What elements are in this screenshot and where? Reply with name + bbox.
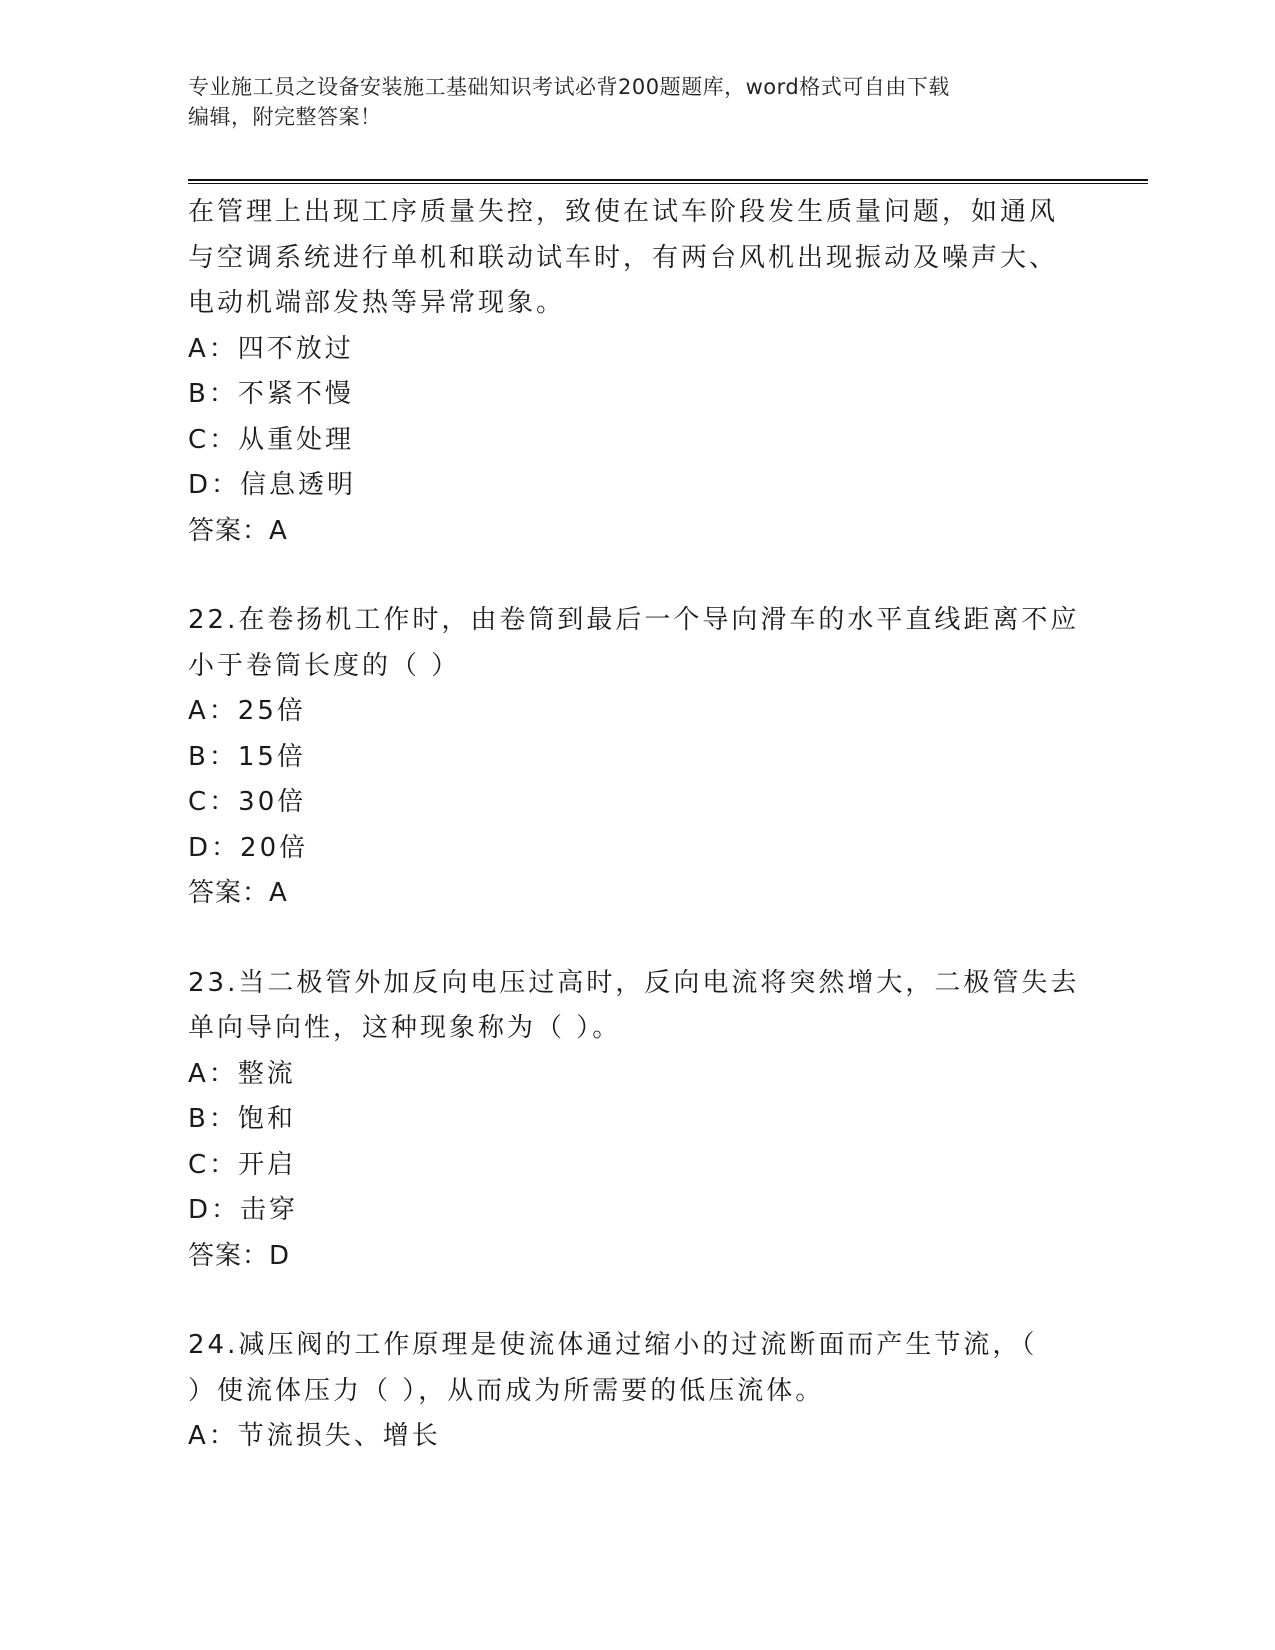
option-d: D：击穿 <box>188 1195 299 1225</box>
question-stem-line: 在管理上出现工序质量失控，致使在试车阶段发生质量问题，如通风 <box>188 197 1059 227</box>
option-b: B：15倍 <box>188 741 306 772</box>
question-22 <box>188 598 1088 917</box>
option-c: C：从重处理 <box>188 424 355 455</box>
option-d: D：20倍 <box>188 832 309 863</box>
question-spacer <box>188 554 1088 598</box>
question-stem-line: 单向导向性，这种现象称为（ ）。 <box>188 1013 622 1043</box>
question-stem-line: 电动机端部发热等异常现象。 <box>188 288 566 318</box>
question-stem-line: 与空调系统进行单机和联动试车时，有两台风机出现振动及噪声大、 <box>188 242 1059 273</box>
question-spacer <box>188 1279 1088 1323</box>
option-a: A：节流损失、增长 <box>188 1421 441 1451</box>
document-header <box>188 72 1068 132</box>
question-23 <box>188 961 1088 1280</box>
question-24 <box>188 1323 1088 1460</box>
question-stem-line: 24.减压阀的工作原理是使流体通过缩小的过流断面而产生节流，（ <box>188 1330 1038 1360</box>
option-a: A：25倍 <box>188 696 306 726</box>
header-title-line-1: 专业施工员之设备安装施工基础知识考试必背200题题库，word格式可自由下载 <box>188 75 950 99</box>
question-spacer <box>188 917 1088 961</box>
header-title-line-2: 编辑，附完整答案！ <box>188 105 382 129</box>
option-d: D：信息透明 <box>188 470 357 500</box>
header-divider-thick <box>188 179 1148 181</box>
question-list <box>188 190 1088 1460</box>
option-a: A：四不放过 <box>188 333 354 364</box>
option-c: C：开启 <box>188 1149 297 1180</box>
question-stem-line: 小于卷筒长度的（ ） <box>188 650 461 681</box>
option-c: C：30倍 <box>188 787 307 817</box>
answer-text: 答案：A <box>188 515 288 546</box>
answer-text: 答案：D <box>188 1240 291 1271</box>
question-stem-line: 23.当二极管外加反向电压过高时，反向电流将突然增大，二极管失去 <box>188 967 1080 998</box>
question-stem-line: ）使流体压力（ ），从而成为所需要的低压流体。 <box>188 1375 825 1406</box>
question-21 <box>188 190 1088 554</box>
header-divider-thin <box>188 183 1148 184</box>
option-b: B：不紧不慢 <box>188 379 354 409</box>
question-stem-line: 22.在卷扬机工作时，由卷筒到最后一个导向滑车的水平直线距离不应 <box>188 605 1080 635</box>
option-a: A：整流 <box>188 1058 296 1089</box>
answer-text: 答案：A <box>188 878 288 908</box>
option-b: B：饱和 <box>188 1104 296 1134</box>
